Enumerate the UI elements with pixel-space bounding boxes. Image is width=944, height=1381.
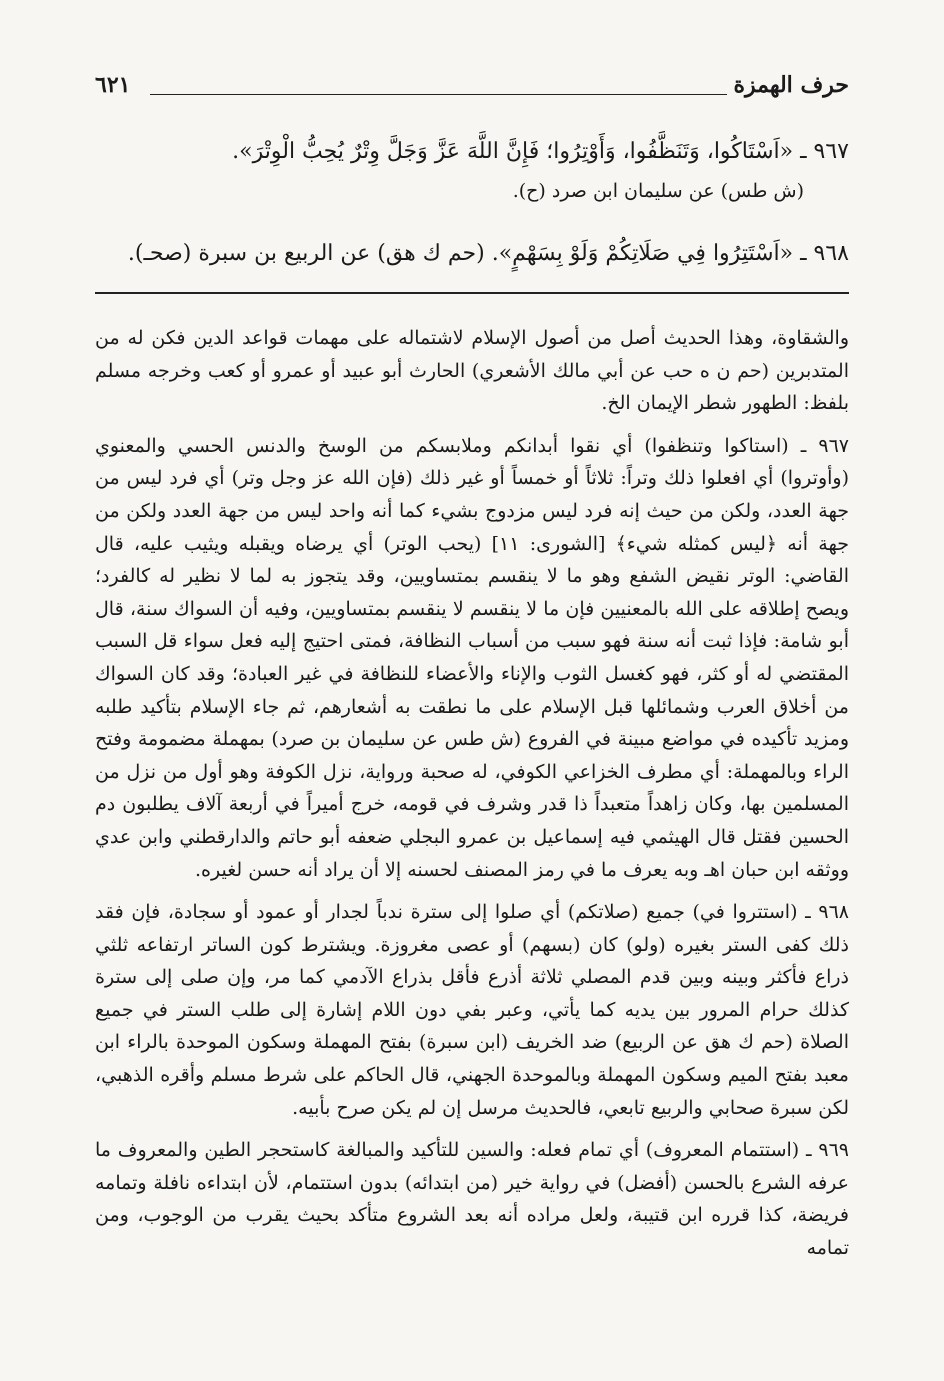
hadith-967: ٩٦٧ ـ «اَسْتَاكُوا، وَتَنَظَّفُوا، وَأَوْتِرُوا؛ فَإِنَّ اللَّهَ عَزَّ وَجَلَّ وِتْرٌ يُحِبُّ الْوِتْرَ». [232,139,849,164]
commentary-969: ٩٦٩ ـ (استتمام المعروف) أي تمام فعله: والسين للتأكيد والمبالغة كاستحجر الطين والمعروف ما عرفه الشرع بالحسن (أفضل) في رواية خير (من ابتدائه) بدون استتمام، لأن ابتداءه نافلة وتمامه فريضة، كذا قرره ابن قتيبة، ولعل مراده أنه بعد الشروع متأكد بحيث يقرب من الوجوب، ومن تمامه [95,1139,849,1260]
page-number: ٦٢١ [95,72,131,98]
chapter-title: حرف الهمزة [733,72,849,98]
hadith-968: ٩٦٨ ـ «اَسْتَتِرُوا فِي صَلَاتِكُمْ وَلَوْ بِسَهْمٍ». (حم ك هق) عن الربيع بن سبرة (صحـ). [127,241,849,266]
header-rule [150,94,727,95]
commentary [95,322,849,1265]
page-header [95,72,849,104]
commentary-967: ٩٦٧ ـ (استاكوا وتنظفوا) أي نقوا أبدانكم وملابسكم من الوسخ والدنس الحسي والمعنوي (وأوتروا) أي افعلوا ذلك وتراً: ثلاثاً أو خمساً أو غير ذلك (فإن الله عز وجل وتر) أي فرد ليس من جهة العدد، ولكن من حيث إنه فرد ليس مزدوج بشيء كما أنه واحد ليس من جهة العدد ولكن من جهة أنه ﴿ليس كمثله شيء﴾ [الشورى: ١١] (يحب الوتر) أي يرضاه ويقبله ويثيب عليه، قال القاضي: الوتر نقيض الشفع وهو ما لا ينقسم بمتساويين، وقد يتجوز به لما لا نظير له كالفرد؛ ويصح إطلاقه على الله بالمعنيين فإن ما لا ينقسم لا ينقسم بمتساويين، وفيه أن السواك سنة، قال أبو شامة: فإذا ثبت أنه سنة فهو سبب من أسباب النظافة، فمتى احتيج إليه فعل سواء قل السبب المقتضي له أو كثر، فهو كغسل الثوب والإناء والأعضاء للنظافة في غير العبادة؛ وقد كان السواك من أخلاق العرب وشمائلها قبل الإسلام على ما نطقت به أشعارهم، ثم جاء الإسلام بتأكيد طلبه ومزيد تأكيده في مواضع مبينة في الفروع (ش طس عن سليمان بن صرد) بمهملة مضمومة وفتح الراء وبالمهملة: أي مطرف الخزاعي الكوفي، له صحبة ورواية، نزل الكوفة وهو أول من نزل من المسلمين بها، وكان زاهداً متعبداً ذا قدر وشرف في قومه، خرج أميراً في أربعة آلاف يطلبون دم الحسين فقتل قال الهيثمي فيه إسماعيل بن عمرو البجلي ضعفه أبو حاتم والدارقطني وابن عدي ووثقه ابن حبان اهـ وبه يعرف ما في رمز المصنف لحسنه إلا أن يراد أنه حسن لغيره. [95,434,849,881]
commentary-intro: والشقاوة، وهذا الحديث أصل من أصول الإسلام لاشتماله على مهمات قواعد الدين فكن له من المتدبرين (حم ن ه حب عن أبي مالك الأشعري) الحارث أبو عبيد أو عمرو أو كعب وخرجه مسلم بلفظ: الطهور شطر الإيمان الخ. [95,327,849,415]
section-divider [95,292,849,294]
commentary-968: ٩٦٨ ـ (استتروا في) جميع (صلاتكم) أي صلوا إلى سترة ندباً لجدار أو عمود أو سجادة، فإن فقد ذلك كفى الستر بغيره (ولو) كان (بسهم) أو عصى مغروزة. ويشترط كون الساتر ارتفاعه ثلثي ذراع فأكثر وبينه وبين قدم المصلي ثلاثة أذرع فأقل بذراع الآدمي كما مر، وإن صلى إلى سترة كذلك حرام المرور بين يديه كما يأتي، وعبر بفي دون اللام إشارة إلى طلب الستر في جميع الصلاة (حم ك هق عن الربيع) ضد الخريف (ابن سبرة) بفتح المهملة وسكون الموحدة بالراء ابن معبد بفتح الميم وسكون المهملة وبالموحدة الجهني، قال الحاكم على شرط مسلم وأقره الذهبي، لكن سبرة صحابي والربيع تابعي، فالحديث مرسل إن لم يكن صرح بأبيه. [95,901,849,1119]
hadith-967-source: (ش طس) عن سليمان ابن صرد (ح). [512,180,804,202]
